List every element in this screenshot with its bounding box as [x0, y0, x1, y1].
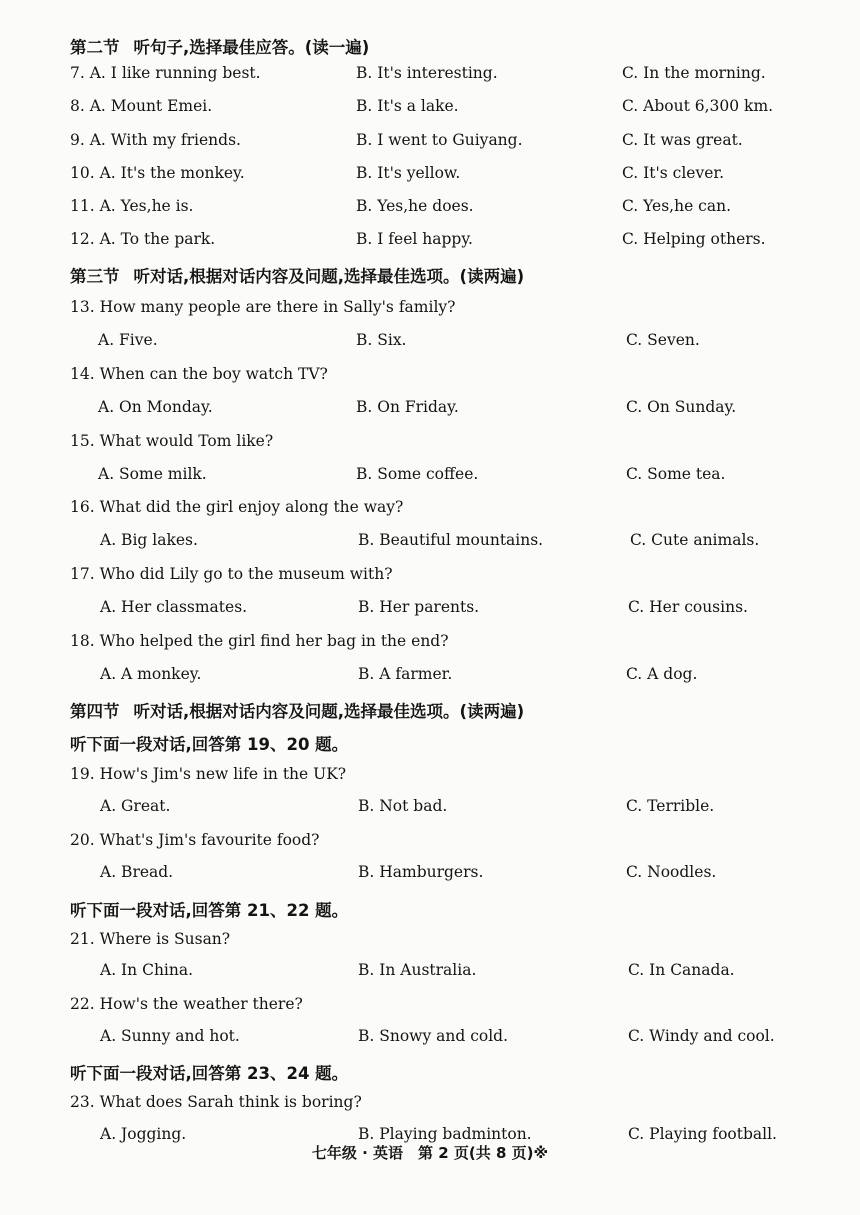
answer-row: [0, 131, 860, 161]
question-text: 17. Who did Lily go to the museum with?: [70, 565, 393, 583]
answer-row: [0, 97, 860, 127]
answer-row: [0, 64, 860, 94]
option-a: A. Big lakes.: [100, 531, 198, 549]
option-a: A. On Monday.: [98, 398, 213, 416]
dialogue-group-heading: 听下面一段对话,回答第 23、24 题。: [70, 1064, 349, 1083]
section-heading: [70, 698, 524, 722]
option-b: B. Playing badminton.: [358, 1125, 532, 1143]
question-text: 20. What's Jim's favourite food?: [70, 831, 320, 849]
option-b: B. It's yellow.: [356, 164, 461, 182]
section-title: 第四节: [70, 702, 120, 721]
option-a: A. Jogging.: [100, 1125, 187, 1143]
page-footer: 七年级 · 英语 第 2 页(共 8 页)※: [311, 1144, 549, 1162]
question-text: 16. What did the girl enjoy along the way?: [70, 498, 404, 516]
option-c: C. On Sunday.: [626, 398, 737, 416]
options-row: [0, 331, 860, 361]
option-a: 12. A. To the park.: [70, 230, 216, 248]
section-instruction: 听对话,根据对话内容及问题,选择最佳选项。(读两遍): [133, 702, 525, 721]
question-text: 19. How's Jim's new life in the UK?: [70, 765, 347, 783]
option-c: C. Helping others.: [622, 230, 766, 248]
dialogue-group-heading: 听下面一段对话,回答第 21、22 题。: [70, 901, 349, 920]
answer-row: [0, 164, 860, 194]
options-row: [0, 598, 860, 628]
options-row: [0, 797, 860, 827]
question-text: 18. Who helped the girl find her bag in the end?: [70, 632, 449, 650]
option-a: A. Five.: [98, 331, 158, 349]
question-text: 22. How's the weather there?: [70, 995, 303, 1013]
option-b: B. On Friday.: [356, 398, 459, 416]
question-text: 15. What would Tom like?: [70, 432, 274, 450]
option-b: B. A farmer.: [358, 665, 453, 683]
dialogue-group-heading: 听下面一段对话,回答第 19、20 题。: [70, 735, 349, 754]
option-c: C. Seven.: [626, 331, 700, 349]
option-c: C. Playing football.: [628, 1125, 777, 1143]
question-text: 23. What does Sarah think is boring?: [70, 1093, 362, 1111]
option-c: C. Her cousins.: [628, 598, 748, 616]
question-text: 13. How many people are there in Sally's family?: [70, 298, 456, 316]
options-row: [0, 465, 860, 495]
option-a: A. Sunny and hot.: [100, 1027, 240, 1045]
option-b: B. Beautiful mountains.: [358, 531, 544, 549]
option-b: B. It's a lake.: [356, 97, 459, 115]
options-row: [0, 531, 860, 561]
option-c: C. Yes,he can.: [622, 197, 732, 215]
section-instruction: 听对话,根据对话内容及问题,选择最佳选项。(读两遍): [133, 267, 525, 286]
option-a: A. In China.: [100, 961, 194, 979]
options-row: [0, 863, 860, 893]
options-row: [0, 1027, 860, 1057]
section-title: 第二节: [70, 38, 120, 57]
option-b: B. Yes,he does.: [356, 197, 474, 215]
question-text: 14. When can the boy watch TV?: [70, 365, 328, 383]
options-row: [0, 961, 860, 991]
option-a: A. Great.: [100, 797, 171, 815]
options-row: [0, 665, 860, 695]
option-a: 8. A. Mount Emei.: [70, 97, 213, 115]
section-title: 第三节: [70, 267, 120, 286]
option-c: C. Cute animals.: [630, 531, 760, 549]
option-a: A. Some milk.: [98, 465, 207, 483]
option-b: B. Not bad.: [358, 797, 448, 815]
section-instruction: 听句子,选择最佳应答。(读一遍): [133, 38, 370, 57]
option-b: B. Her parents.: [358, 598, 480, 616]
option-a: A. Bread.: [100, 863, 174, 881]
question-text: 21. Where is Susan?: [70, 930, 231, 948]
option-c: C. In Canada.: [628, 961, 735, 979]
option-a: 10. A. It's the monkey.: [70, 164, 245, 182]
option-c: C. Terrible.: [626, 797, 715, 815]
option-b: B. Snowy and cold.: [358, 1027, 509, 1045]
option-a: A. Her classmates.: [100, 598, 248, 616]
option-b: B. I feel happy.: [356, 230, 473, 248]
option-b: B. Some coffee.: [356, 465, 479, 483]
option-c: C. Noodles.: [626, 863, 717, 881]
option-a: A. A monkey.: [100, 665, 202, 683]
option-b: B. I went to Guiyang.: [356, 131, 523, 149]
option-b: B. In Australia.: [358, 961, 477, 979]
section-heading: [70, 34, 369, 58]
option-b: B. It's interesting.: [356, 64, 498, 82]
option-b: B. Six.: [356, 331, 407, 349]
option-c: C. About 6,300 km.: [622, 97, 774, 115]
answer-row: [0, 230, 860, 260]
option-a: 11. A. Yes,he is.: [70, 197, 194, 215]
option-c: C. Windy and cool.: [628, 1027, 775, 1045]
option-a: 7. A. I like running best.: [70, 64, 261, 82]
section-heading: [70, 263, 524, 287]
options-row: [0, 398, 860, 428]
option-c: C. A dog.: [626, 665, 698, 683]
answer-row: [0, 197, 860, 227]
option-a: 9. A. With my friends.: [70, 131, 241, 149]
option-c: C. Some tea.: [626, 465, 726, 483]
option-c: C. It's clever.: [622, 164, 725, 182]
option-c: C. It was great.: [622, 131, 743, 149]
option-b: B. Hamburgers.: [358, 863, 484, 881]
option-c: C. In the morning.: [622, 64, 766, 82]
